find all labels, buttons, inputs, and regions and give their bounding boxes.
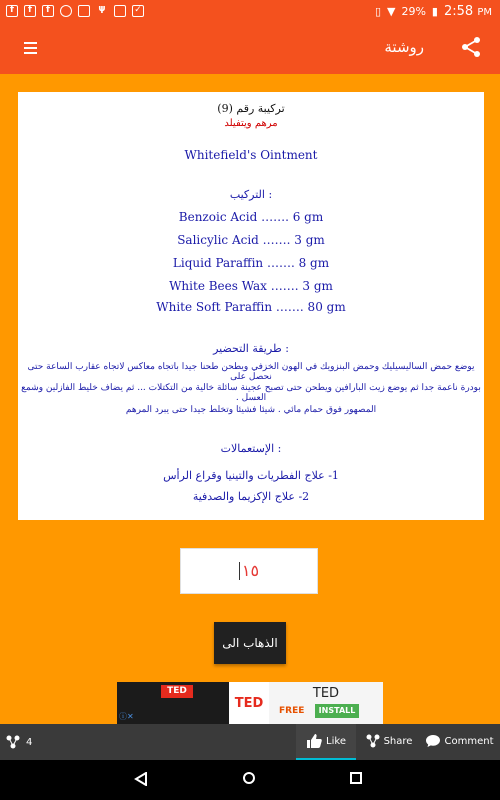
comment-label: Comment xyxy=(444,735,494,747)
battery-icon: ▮ xyxy=(431,4,438,18)
usb-icon: ψ xyxy=(98,4,106,14)
recipe-name-english: Whitefield's Ointment xyxy=(184,148,318,162)
ingredient-line: Salicylic Acid ……. 3 gm xyxy=(177,233,325,247)
page-number-input[interactable] xyxy=(180,548,318,594)
camera-icon xyxy=(78,5,90,17)
menu-icon[interactable] xyxy=(24,42,37,57)
use-item: 2- علاج الإكزيما والصدفية xyxy=(192,490,310,503)
vibrate-icon: ▯ xyxy=(374,4,381,18)
clock: 2:58 PM xyxy=(443,3,492,19)
app-bar xyxy=(0,22,500,74)
comment-button[interactable] xyxy=(422,724,496,758)
home-icon[interactable] xyxy=(243,772,255,784)
recipe-name-arabic: مرهم ويتفيلد xyxy=(224,118,278,129)
like-label: Like xyxy=(326,735,346,747)
use-item: 1- علاج الفطريات والتينيا وقراع الرأس xyxy=(163,469,339,482)
ad-close-icon[interactable]: ⓘ✕ xyxy=(119,712,134,721)
ad-free-label: FREE xyxy=(279,706,305,716)
system-nav-bar xyxy=(0,760,500,800)
ad-image xyxy=(117,682,229,724)
ted-logo: TED xyxy=(229,682,269,724)
app-title: روشتة xyxy=(384,38,424,56)
text-cursor xyxy=(239,562,240,580)
ad-title: TED xyxy=(312,686,340,701)
method-heading: طريقة التحضير : xyxy=(213,342,289,355)
thumbs-up-icon xyxy=(306,734,322,748)
recipe-number: تركيبة رقم (9) xyxy=(217,102,285,115)
share-icon xyxy=(366,734,380,748)
page-number-value: ١٥ xyxy=(241,563,260,580)
ingredient-line: White Bees Wax ……. 3 gm xyxy=(169,279,333,293)
whatsapp-icon xyxy=(60,5,72,17)
method-line: يوضع حمض الساليسيليك وحمض البنزويك في الهون الخزفي ويطحن طحنا جيدا باتجاه معاكس لاتجاه عقارب الساعة حتى نحصل على xyxy=(27,362,475,382)
recipe-page xyxy=(18,92,484,520)
status-bar xyxy=(0,0,500,22)
bottom-action-bar xyxy=(0,724,500,760)
share-label: Share xyxy=(383,735,413,747)
facebook-icon: f xyxy=(24,5,36,17)
method-line: بودرة ناعمة جدا ثم يوضع زيت البارافين ويطحن حتى تصبح عجينة سائلة خالية من التكتلات ... ثم يضاف خليط الفازلين وشمع العسل . xyxy=(21,383,481,403)
checkbox-icon: ✓ xyxy=(132,5,144,17)
facebook-icon: f xyxy=(42,5,54,17)
image-icon xyxy=(114,5,126,17)
ad-banner[interactable] xyxy=(117,682,383,724)
ad-install-button[interactable]: INSTALL xyxy=(315,704,359,718)
share-count-icon xyxy=(6,735,20,749)
facebook-icon: f xyxy=(6,5,18,17)
ingredient-line: Liquid Paraffin ……. 8 gm xyxy=(172,256,330,270)
method-line: المصهور فوق حمام مائي . شيئا فشيئا وتخلط جيدا حتى يبرد المرهم xyxy=(125,405,377,415)
go-to-button[interactable]: الذهاب الى xyxy=(214,622,286,664)
share-button[interactable] xyxy=(360,724,418,758)
like-button[interactable] xyxy=(296,724,356,760)
uses-heading: الإستعمالات : xyxy=(220,442,282,455)
notification-icons xyxy=(0,5,144,17)
ad-thumb-label: TED xyxy=(161,685,193,698)
back-icon[interactable] xyxy=(134,772,148,786)
composition-heading: التركيب : xyxy=(229,188,273,201)
recent-apps-icon[interactable] xyxy=(350,772,362,784)
battery-percent: 29% xyxy=(401,4,426,18)
share-icon[interactable] xyxy=(460,36,482,62)
comment-icon xyxy=(425,734,441,748)
ingredient-line: White Soft Paraffin ……. 80 gm xyxy=(156,300,346,314)
share-count xyxy=(6,735,32,749)
share-count-value: 4 xyxy=(26,736,33,748)
wifi-icon: ▼ xyxy=(387,4,396,18)
ingredient-line: Benzoic Acid ……. 6 gm xyxy=(178,210,324,224)
